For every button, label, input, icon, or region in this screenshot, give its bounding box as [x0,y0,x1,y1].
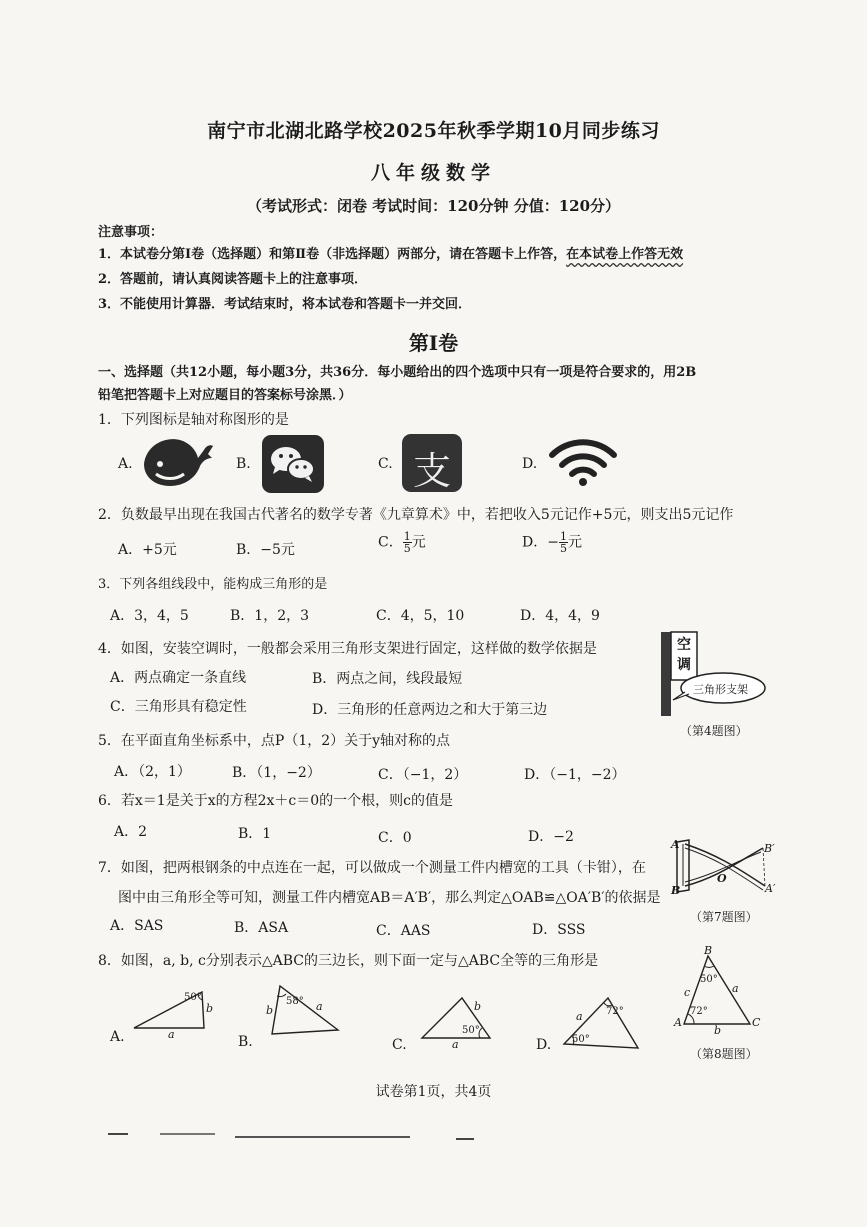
q7-stem-line2: 图中由三角形全等可知，测量工件内槽宽AB＝A′B′，那么判定△OAB≌△OA′B′的依据是 [118,890,661,906]
q7-option-d: D．SSS [532,922,586,938]
q7-option-c: C．AAS [376,923,431,939]
q2-c-numerator: 1 [403,530,411,543]
alipay-char: 支 [412,449,451,493]
q8-figure-b [266,982,346,1040]
q3-option-c: C．4，5，10 [376,608,465,624]
q2-option-c [378,531,426,554]
q2-d-numerator: 1 [559,530,567,543]
q3-option-b: B．1，2，3 [230,608,310,624]
q7-label-a: A [671,838,680,851]
q8-option-d: D. [536,1037,552,1053]
q8-a-side-a: a [168,1028,175,1041]
q6-option-b: B．1 [238,826,272,842]
exam-info: （考试形式：闭卷 考试时间：120分钟 分值：120分） [246,197,621,215]
q8-ref-side-b: b [714,1024,722,1037]
q7-label-a-prime: A′ [765,882,776,895]
q8-figure-a [130,986,220,1042]
q1-stem: 1．下列图标是轴对称图形的是 [98,412,289,428]
note-3: 3．不能使用计算器．考试结束时，将本试卷和答题卡一并交回． [98,297,472,312]
q2-c-denominator: 5 [403,542,411,555]
q5-option-b: B．（1，−2） [232,765,321,781]
q2-option-b: B．−5元 [236,542,295,558]
q8-figure-c [418,994,498,1051]
q8-a-side-b: b [206,1002,214,1015]
q6-option-c: C．0 [378,830,412,846]
q2-option-c-unit: 元 [411,534,426,551]
q8-option-c: C. [392,1037,407,1053]
q7-label-b-prime: B′ [764,842,775,855]
q7-stem-line1: 7．如图，把两根钢条的中点连在一起，可以做成一个测量工件内槽宽的工具（卡钳），在 [98,860,646,876]
q1-option-d: D. [522,456,538,472]
q6-option-d: D．−2 [528,829,574,845]
q2-option-d-label: D．− [522,534,559,551]
wifi-icon [548,437,618,491]
q7-label-o: O [717,872,727,885]
q4-fig-bubble: 三角形支架 [693,683,748,696]
q1-option-a: A. [118,456,133,472]
q6-stem: 6．若x＝1是关于x的方程2x＋c＝0的一个根，则c的值是 [98,793,453,809]
note-1-text: 1．本试卷分第Ⅰ卷（选择题）和第Ⅱ卷（非选择题）两部分，请在答题卡上作答， [98,247,567,262]
q7-caption: （第7题图） [690,910,758,924]
q8-a-angle: 50° [184,992,202,1003]
q2-option-a: A．+5元 [118,542,177,558]
note-2: 2．答题前，请认真阅读答题卡上的注意事项． [98,272,368,287]
q3-option-a: A．3，4，5 [110,608,189,624]
q4-caption: （第4题图） [680,724,748,738]
q4-figure [655,630,770,720]
q8-d-side-a: a [576,1010,583,1023]
q2-option-c-fraction [403,531,412,554]
q5-option-c: C．（−1，2） [378,767,468,783]
q7-figure [665,834,780,902]
whale-logo-icon [138,434,216,496]
q7-option-b: B．ASA [234,920,289,936]
q8-ref-angle-b: 50° [700,974,718,985]
q8-d-angle-2: 50° [572,1034,590,1045]
q3-option-d: D．4，4，9 [520,608,600,624]
section-heading-line2: 铅笔把答题卡上对应题目的答案标号涂黑．） [98,388,352,403]
q1-option-c: C. [378,456,393,472]
q4-fig-label-2: 调 [677,657,691,673]
q8-option-b: B. [238,1034,253,1050]
q7-option-a: A．SAS [110,918,164,934]
q4-stem: 4．如图，安装空调时，一般都会采用三角形支架进行固定，这样做的数学依据是 [98,641,597,657]
q3-stem: 3．下列各组线段中，能构成三角形的是 [98,577,328,592]
scan-mark-2 [160,1133,215,1135]
q4-option-c: C．三角形具有稳定性 [110,699,247,715]
q8-c-side-b: b [474,1000,482,1013]
q8-ref-side-c: c [684,986,691,999]
q4-option-a: A．两点确定一条直线 [110,670,247,686]
q4-option-d: D．三角形的任意两边之和大于第三边 [312,702,548,718]
exam-title: 南宁市北湖北路学校2025年秋季学期10月同步练习 [207,120,660,142]
alipay-icon [402,434,462,492]
q5-stem: 5．在平面直角坐标系中，点P（1，2）关于y轴对称的点 [98,733,451,749]
q8-b-side-a: a [316,1000,323,1013]
q2-d-denominator: 5 [559,542,567,555]
q8-ref-side-a: a [732,982,739,995]
q8-reference-figure [670,944,770,1040]
q2-option-c-label: C． [378,534,403,551]
q8-ref-vertex-a: A [674,1016,682,1029]
q8-b-side-b: b [266,1004,274,1017]
q8-b-angle: 58° [286,996,304,1007]
q8-c-side-a: a [452,1038,459,1051]
q4-fig-label-1: 空 [677,637,691,653]
q8-stem: 8．如图，a, b, c分别表示△ABC的三边长，则下面一定与△ABC全等的三角形是 [98,953,599,969]
wechat-icon [261,434,325,498]
q8-d-angle-1: 72° [606,1006,624,1017]
q5-option-d: D．（−1，−2） [524,767,626,783]
page-footer: 试卷第1页，共4页 [375,1084,492,1100]
volume-title: 第Ⅰ卷 [408,331,459,355]
notes-heading: 注意事项： [98,225,164,240]
q7-label-b: B [671,884,681,897]
q8-c-angle: 50° [462,1025,480,1036]
q8-caption: （第8题图） [690,1047,758,1061]
q5-option-a: A．（2，1） [114,764,191,780]
section-heading-line1: 一、选择题（共12小题，每小题3分，共36分．每小题给出的四个选项中只有一项是符合要求的，用2B [98,365,697,380]
q8-figure-d [560,994,642,1052]
q8-ref-vertex-c: C [752,1016,761,1029]
q4-option-b: B．两点之间，线段最短 [312,671,463,687]
q2-option-d [522,531,582,554]
exam-subject: 八年级数学 [370,162,496,184]
note-1-emphasis: 在本试卷上作答无效 [566,247,684,262]
q1-option-b: B. [236,456,251,472]
scan-mark-3 [235,1136,410,1138]
q8-ref-vertex-b: B [704,944,713,957]
note-1 [98,243,683,262]
q8-option-a: A. [110,1029,125,1045]
q2-option-d-fraction [559,531,568,554]
q2-stem: 2．负数最早出现在我国古代著名的数学专著《九章算术》中，若把收入5元记作+5元，则支出5元记作 [98,507,734,523]
scan-mark-1 [108,1133,128,1135]
q6-option-a: A．2 [114,824,148,840]
q8-ref-angle-a: 72° [690,1006,708,1017]
scan-mark-4 [456,1138,474,1140]
q2-option-d-unit: 元 [567,534,582,551]
